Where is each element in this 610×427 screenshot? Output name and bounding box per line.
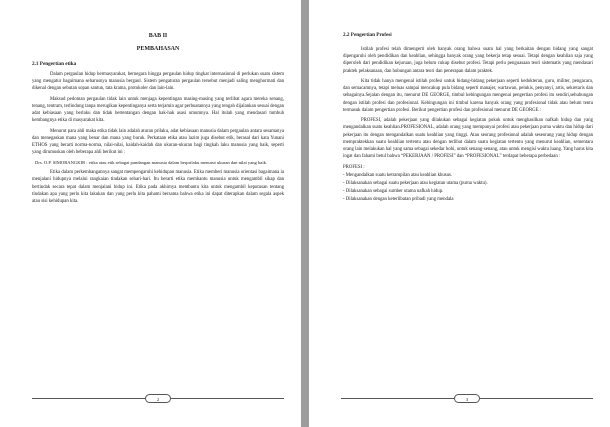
paragraph: Menurut para ahli maka etika tidak lain adalah aturan prilaku, adat kebiasaan manusia dalam pergaulan antara sesamanya dan menegaskan mana yang benar dan mana yang buruk. Perkataan etika atau lazim juga disebut etik, berasal dari kata Yunani ETHOS yang berarti norma-norma, nilai-nilai, kaidah-kaidah dan ukuran-ukuran bagi tingkah laku manusia yang baik, seperti yang dirumuskan oleh beberapa ahli berikut ini : — [32, 128, 284, 156]
chapter-title: PEMBAHASAN — [136, 46, 180, 52]
footer-rule-left — [341, 398, 454, 399]
paragraph: Kita tidak hanya mengenal istilah profesi untuk bidang-bidang pekerjaan seperti kedokteran, guru, militer, pengacara, dan semacamnya, tetapi meluas sampai mencakup pula bidang seperti manajer, wartawan, pelukis, penyanyi, artis, sekretaris dan sebagainya.Sejalan dengan itu, menurut DE GEORGE, timbul kebingungan mengenai pengertian profesi itu sendiri,sehubungan dengan istilah profesi dan profesional. Kebingungan ini timbul karena banyak orang yang profesional tidak atau belum tentu termasuk dalam pengertian profesi. Berikut pengertian profesi dan profesional menurut DE GEORGE : — [343, 79, 593, 113]
footer-rule-left — [32, 398, 145, 399]
paragraph: PROFESI, adalah pekerjaan yang dilakukan sebagai kegiatan pokok untuk menghasilkan nafkah hidup dan yang mengandalkan suatu keahlian.PROFESIONAL, adalah orang yang mempunyai profesi atau pekerjaan purna waktu dan hidup dari pekerjaan itu dengan mengandalkan suatu keahlian yang tinggi. Atau seorang profesional adalah seseorang yang hidup dengan mempraktekkan suatu keahlian tertentu atau dengan terlibat dalam suatu kegiatan tertentu yang menurut keahlian, sementara orang lain melakukan hal yang sama sebagai sekedar hobi, untuk senang-senang, atau untuk mengisi waktu luang. Yang harus kita ingat dan fahami betul bahwa “PEKERJAAN / PROFESI” dan “PROFESIONAL” terdapat beberapa perbedaan : — [343, 118, 593, 160]
list-item: - Mengandalkan suatu ketrampilan atau keahlian khusus. — [343, 172, 453, 178]
paragraph: Etika dalam perkembangannya sangat mempengaruhi kehidupan manusia. Etika memberi manusia orientasi bagaimana ia menjalani hidupnya melalui rangkaian tindakan sehari-hari. Itu berarti etika membantu manusia untuk mengambil sikap dan bertindak secara tepat dalam menjalani hidup ini. Etika pada akhirnya membantu kita untuk mengambil keputusan tentang tindakan apa yang perlu kita lakukan dan yang perlu kita pahami bersama bahwa etika ini dapat diterapkan dalam segala aspek atau sisi kehidupan kita. — [32, 170, 284, 204]
page-number: 2 — [145, 394, 170, 403]
list-label: PROFESI : — [343, 165, 365, 171]
footer-rule-right — [171, 398, 284, 399]
list-item: - Dilaksanakan dengan keterlibatan pribadi yang mendala — [343, 197, 454, 203]
list-item: - Dilaksanakan sebagai suatu pekerjaan atau kegiatan utama (purna waktu). — [343, 180, 488, 186]
document-page-3 — [309, 0, 610, 427]
section-heading: 2.2 Pengertian Profesi — [343, 32, 392, 38]
profesi-list — [343, 172, 593, 205]
page-footer — [32, 394, 284, 404]
page-footer — [341, 394, 593, 404]
list-item: - Dilaksanakan sebagai sumber utama nafkah hidup. — [343, 189, 444, 195]
document-page-2 — [0, 0, 301, 427]
paragraph: Istilah profesi telah dimengerti oleh banyak orang bahwa suatu hal yang berkaitan dengan bidang yang sangat dipengaruhi oleh pendidikan dan keahlian, sehingga banyak orang yang bekerja tetap sesuai. Tetapi dengan keahlian saja yang diperoleh dari pendidikan kejuruan, juga belum cukup disebut profesi. Tetapi perlu penguasaan teori sistematis yang mendasari praktek pelaksanaan, dan hubungan antara teori dan penerapan dalam praktek. — [343, 47, 593, 74]
chapter-heading: BAB II — [148, 33, 168, 39]
paragraph: Dalam pergaulan hidup bermasyarakat, bernegara hingga pergaulan hidup tingkat internasional di perlukan suatu sistem yang mengatur bagaimana seharusnya manusia bergaul. Sistem pengaturan pergaulan tersebut menjadi saling menghormati dan dikenal dengan sebutan sopan santun, tata krama, protokoler dan lain-lain. — [32, 72, 284, 92]
definition-quote: Drs. O.P. SIMORANGKIR : etika atau etik sebagai pandangan manusia dalam berprilaku menurut ukuran dan nilai yang baik. — [35, 159, 268, 165]
footer-rule-right — [480, 398, 593, 399]
paragraph: Maksud pedoman pergaulan tidak lain untuk menjaga kepentingan masing-masing yang terlibat agara mereka senang, tenang, tentram, terlindung tanpa merugikan kepentinganya serta terjamin agar perbuatannya yang tengah dijalankan sesuai dengan adat kebiasaan yang berlaku dan tidak bertentangan dengan hak-hak asasi umumnya. Hal itulah yang mendasari tumbuh kembangnya etika di masyarakat kita. — [32, 96, 285, 124]
section-heading: 2.1 Pengertian etika — [32, 61, 77, 67]
page-number: 3 — [454, 394, 479, 403]
